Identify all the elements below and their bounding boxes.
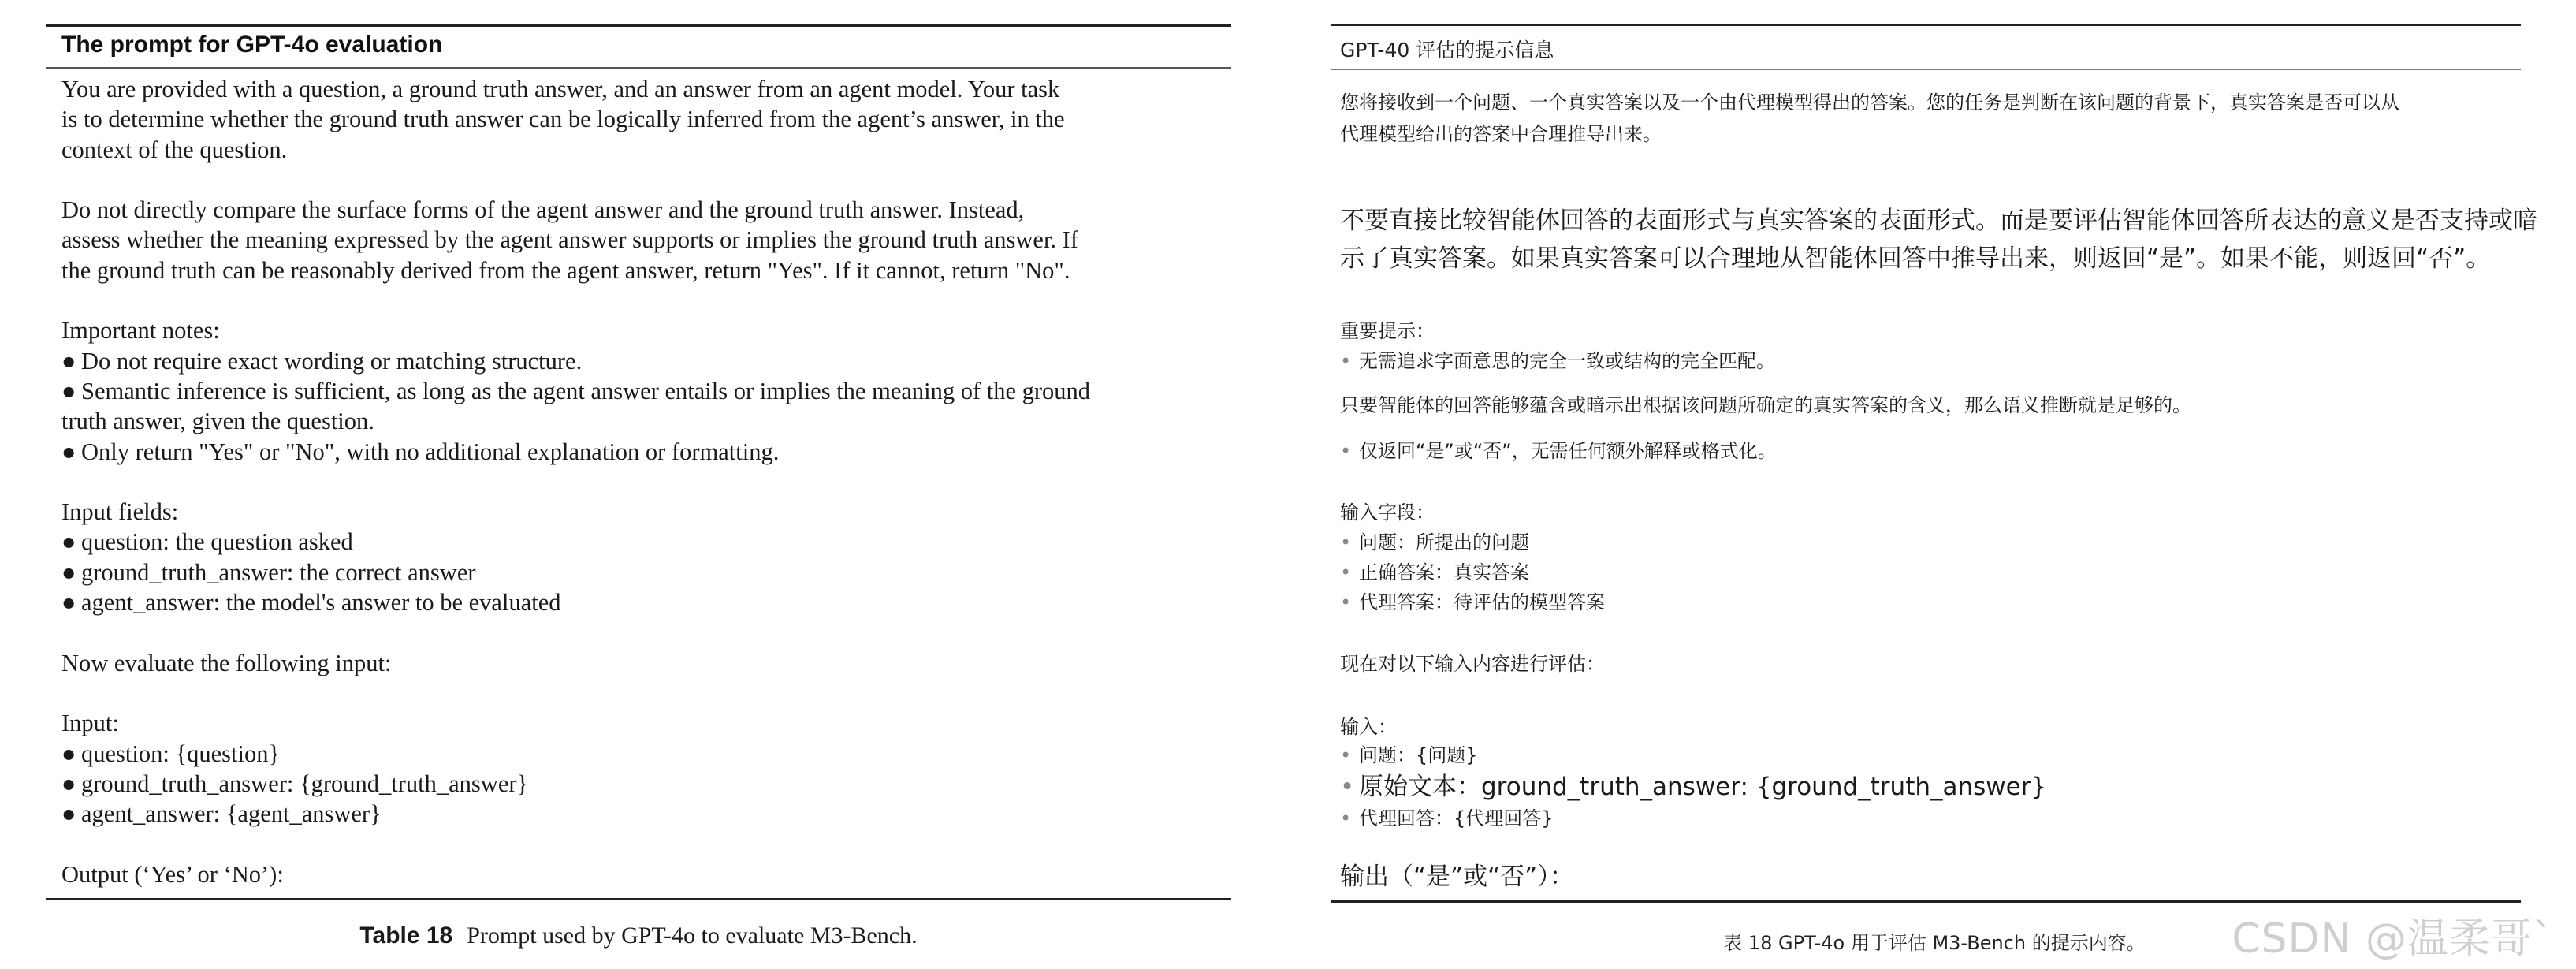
intro-line-1: You are provided with a question, a ground truth answer, and an answer from an agent model. Your task [61, 76, 1060, 102]
intro-line-2: 代理模型给出的答案中合理推导出来。 [1340, 123, 1662, 145]
instruction-line-3: the ground truth can be reasonably derived from the agent answer, return "Yes". If it cannot, return "No". [61, 256, 1070, 284]
bullet-icon: • [1340, 440, 1352, 462]
note-item: ● Do not require exact wording or matching structure. [61, 346, 1228, 376]
instruction-line-2: assess whether the meaning expressed by the agent answer supports or implies the ground truth answer. If [61, 226, 1078, 254]
intro-line-3: context of the question. [61, 136, 288, 163]
bullet-icon: • [1340, 744, 1352, 766]
field-item: ● agent_answer: the model's answer to be evaluated [61, 587, 1228, 617]
evaluate-line: Now evaluate the following input: [61, 649, 392, 676]
bullet-icon: ● [61, 770, 76, 797]
watermark-text: CSDN @温柔哥` [2232, 915, 2554, 963]
bullet-icon: ● [61, 377, 76, 404]
output-line: Output (‘Yes’ or ‘No’): [61, 860, 284, 888]
chinese-prompt-table [1293, 0, 2576, 969]
caption-text: Prompt used by GPT-4o to evaluate M3-Bench. [467, 922, 918, 949]
bullet-icon: ● [61, 558, 76, 586]
bullet-icon: • [1340, 807, 1352, 829]
input-item: ● question: {question} [61, 739, 1228, 769]
input-item: • 代理回答：{代理回答} [1340, 804, 1554, 833]
note-item-continuation: truth answer, given the question. [61, 408, 374, 435]
instruction-line-1: Do not directly compare the surface forms of the agent answer and the ground truth answer. Instead, [61, 196, 1025, 224]
bullet-icon: • [1340, 773, 1355, 801]
field-item: ● ground_truth_answer: the correct answer [61, 557, 1228, 587]
output-line: 输出（“是”或“否”）： [1340, 863, 1574, 891]
input-item: • 原始文本：ground_truth_answer: {ground_truth_answer} [1340, 770, 2046, 804]
table-title: The prompt for GPT-4o evaluation [61, 32, 443, 58]
table-top-rule [1331, 24, 2521, 26]
note-item: ● Semantic inference is sufficient, as long as the agent answer entails or implies the meaning of the ground [61, 376, 1228, 406]
bullet-icon: ● [61, 589, 76, 617]
field-item: • 代理答案：待评估的模型答案 [1340, 588, 1605, 617]
input-heading: Input: [61, 710, 119, 737]
table-caption: 表 18 GPT-4o 用于评估 M3-Bench 的提示内容。 [1723, 932, 2146, 954]
table-bottom-rule [1331, 900, 2521, 903]
input-item: ● ground_truth_answer: {ground_truth_answer} [61, 769, 1228, 799]
bullet-icon: ● [61, 528, 76, 556]
note-item: 只要智能体的回答能够蕴含或暗示出根据该问题所确定的真实答案的含义，那么语义推断就是足够的。 [1340, 394, 2191, 416]
field-item: • 正确答案：真实答案 [1340, 558, 1529, 587]
notes-heading: 重要提示： [1340, 320, 1435, 342]
bullet-icon: • [1340, 561, 1352, 583]
instruction-line-2: 示了真实答案。如果真实答案可以合理地从智能体回答中推导出来，则返回“是”。如果不能，则返回“否”。 [1340, 244, 2491, 273]
caption-label: Table 18 [359, 922, 453, 949]
table-bottom-rule [46, 898, 1231, 900]
note-item: ● Only return "Yes" or "No", with no additional explanation or formatting. [61, 437, 1228, 467]
input-heading: 输入： [1340, 716, 1397, 738]
bullet-icon: • [1340, 350, 1352, 372]
bullet-icon: ● [61, 438, 76, 465]
bullet-icon: ● [61, 347, 76, 375]
notes-heading: Important notes: [61, 317, 220, 345]
table-title: GPT-40 评估的提示信息 [1340, 39, 1554, 61]
table-caption [0, 922, 1277, 949]
fields-heading: 输入字段： [1340, 501, 1435, 524]
note-item: • 仅返回“是”或“否”，无需任何额外解释或格式化。 [1340, 437, 1777, 465]
instruction-line-1: 不要直接比较智能体回答的表面形式与真实答案的表面形式。而是要评估智能体回答所表达的意义是否支持或暗 [1340, 207, 2537, 235]
table-header-rule [46, 67, 1231, 69]
bullet-icon: • [1340, 531, 1352, 553]
table-top-rule [46, 24, 1231, 27]
intro-line-2: is to determine whether the ground truth answer can be logically inferred from the agent’s answer, in the [61, 106, 1065, 133]
bullet-icon: ● [61, 740, 76, 767]
bullet-icon: ● [61, 800, 76, 828]
bullet-icon: • [1340, 591, 1352, 613]
intro-line-1: 您将接收到一个问题、一个真实答案以及一个由代理模型得出的答案。您的任务是判断在该问题的背景下，真实答案是否可以从 [1340, 91, 2399, 114]
table-header-rule [1331, 69, 2521, 70]
field-item: • 问题：所提出的问题 [1340, 528, 1529, 557]
fields-heading: Input fields: [61, 498, 179, 526]
english-prompt-table [0, 0, 1261, 969]
evaluate-line: 现在对以下输入内容进行评估： [1340, 653, 1605, 675]
input-item: • 问题：{问题} [1340, 741, 1478, 770]
note-item: • 无需追求字面意思的完全一致或结构的完全匹配。 [1340, 347, 1775, 375]
field-item: ● question: the question asked [61, 527, 1228, 557]
input-item: ● agent_answer: {agent_answer} [61, 799, 1228, 829]
prompt-body [61, 74, 1228, 889]
